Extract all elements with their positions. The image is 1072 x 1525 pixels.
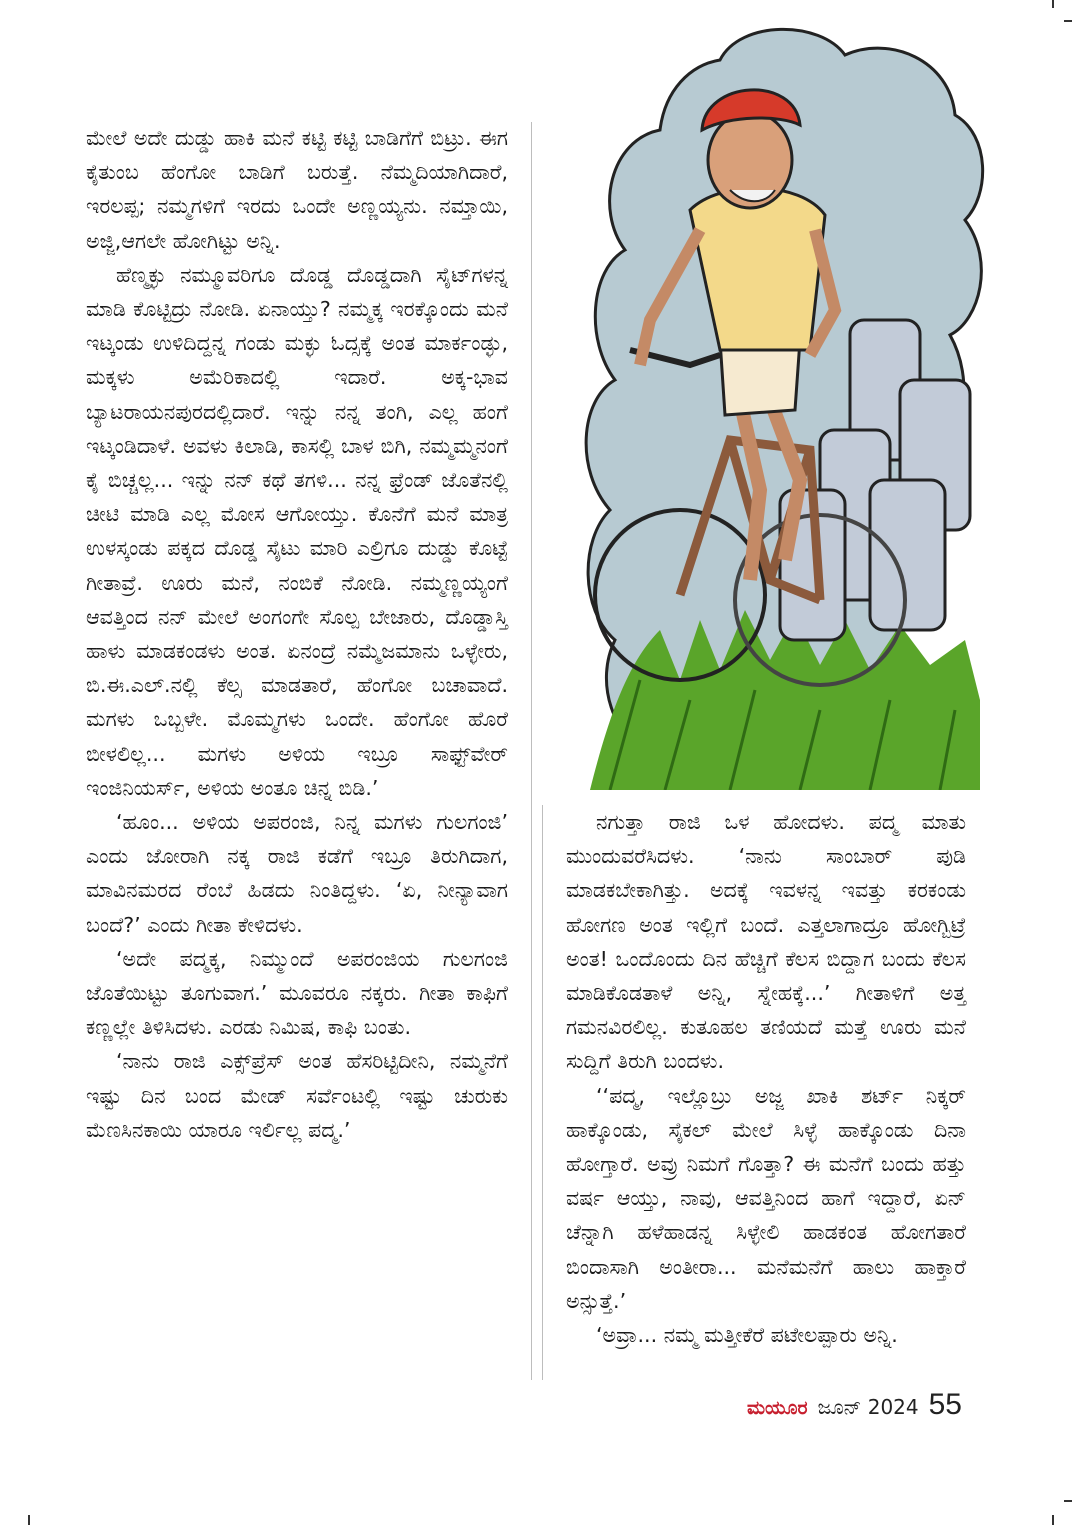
magazine-name: ಮಯೂರ: [746, 1397, 808, 1419]
paragraph: ನಗುತ್ತಾ ರಾಜಿ ಒಳ ಹೋದಳು. ಪದ್ಮ ಮಾತು ಮುಂದುವರೆಸಿದಳು. ‘ನಾನು ಸಾಂಬಾರ್ ಪುಡಿ ಮಾಡಕಬೇಕಾಗಿತ್ತು. ಅದಕ್ಕೆ ಇವಳನ್ನ ಇವತ್ತು ಕರಕಂಡು ಹೋಗಣ ಅಂತ ಇಲ್ಲಿಗೆ ಬಂದೆ. ಎತ್ತಲಾಗಾದ್ರೂ ಹೋಗ್ಬಿಟ್ರೆ ಅಂತ! ಒಂದೊಂದು ದಿನ ಹೆಚ್ಚಿಗೆ ಕೆಲಸ ಬಿದ್ದಾಗ ಬಂದು ಕೆಲಸ ಮಾಡಿಕೊಡತಾಳೆ ಅನ್ನಿ, ಸ್ನೇಹಕ್ಕೆ...’ ಗೀತಾಳಿಗೆ ಅತ್ತ ಗಮನವಿರಲಿಲ್ಲ. ಕುತೂಹಲ ತಣಿಯದೆ ಮತ್ತೆ ಊರು ಮನೆ ಸುದ್ದಿಗೆ ತಿರುಗಿ ಬಂದಳು.: [566, 810, 966, 1074]
paragraph: ಮೇಲೆ ಅದೇ ದುಡ್ಡು ಹಾಕಿ ಮನೆ ಕಟ್ಟಿ ಕಟ್ಟಿ ಬಾಡಿಗೆಗೆ ಬಿಟ್ರು. ಈಗ ಕೈತುಂಬ ಹೆಂಗೋ ಬಾಡಿಗೆ ಬರುತ್ತೆ. ನೆಮ್ಮದಿಯಾಗಿದಾರೆ, ಇರಲಪ್ಪ; ನಮ್ಮಗಳಿಗೆ ಇರದು ಒಂದೇ ಅಣ್ಣಯ್ಯನು. ನಮ್ತಾಯಿ, ಅಜ್ಜಿ,ಆಗಲೇ ಹೋಗಿಟ್ಟು ಅನ್ನಿ.: [86, 126, 508, 253]
paragraph: ಹೆಣ್ಮಕ್ಳು ನಮ್ಮೂವರಿಗೂ ದೊಡ್ಡ ದೊಡ್ಡದಾಗಿ ಸೈಟ್‌ಗಳನ್ನ ಮಾಡಿ ಕೊಟ್ಟಿದ್ರು ನೋಡಿ. ಏನಾಯ್ತು? ನಮ್ಮಕ್ಕ ಇರಕ್ಕೊಂದು ಮನೆ ಇಟ್ಕಂಡು ಉಳಿದಿದ್ದನ್ನ ಗಂಡು ಮಕ್ಳು ಓದ್ಸಕ್ಕೆ ಅಂತ ಮಾರ್ಕಂಡ್ಳು, ಮಕ್ಕಳು ಅಮೆರಿಕಾದಲ್ಲಿ ಇದಾರೆ. ಅಕ್ಕ-ಭಾವ ಬ್ಯಾಟರಾಯನಪುರದಲ್ಲಿದಾರೆ. ಇನ್ನು ನನ್ನ ತಂಗಿ, ಎಲ್ಲ ಹಂಗೆ ಇಟ್ಕಂಡಿದಾಳೆ. ಅವಳು ಕಿಲಾಡಿ, ಕಾಸಲ್ಲಿ ಬಾಳ ಬಿಗಿ, ನಮ್ಮಮ್ಮನಂಗೆ ಕೈ ಬಿಚ್ಚಲ್ಲ... ಇನ್ನು ನನ್ ಕಥೆ ತಗಳಿ... ನನ್ನ ಫ್ರೆಂಡ್ ಜೊತೆನಲ್ಲಿ ಚೀಟಿ ಮಾಡಿ ಎಲ್ಲ ಮೋಸ ಆಗೋಯ್ತು. ಕೊನೆಗೆ ಮನೆ ಮಾತ್ರ ಉಳಸ್ಕಂಡು ಪಕ್ಕದ ದೊಡ್ಡ ಸೈಟು ಮಾರಿ ಎಲ್ರಿಗೂ ದುಡ್ಡು ಕೊಟ್ಟೆ ಗೀತಾವ್ರೆ. ಊರು ಮನೆ, ನಂಬಿಕೆ ನೋಡಿ. ನಮ್ಮಣ್ಣಯ್ಯಂಗೆ ಆವತ್ತಿಂದ ನನ್ ಮೇಲೆ ಅಂಗಂಗೇ ಸೊಲ್ಪ ಬೇಜಾರು, ದೊಡ್ಡಾಸ್ತಿ ಹಾಳು ಮಾಡಕಂಡಳು ಅಂತ. ಏನಂದ್ರೆ ನಮ್ಮೆಜಮಾನು ಒಳ್ಳೇರು, ಬಿ.ಈ.ಎಲ್.ನಲ್ಲಿ ಕೆಲ್ಸ ಮಾಡತಾರೆ, ಹೆಂಗೋ ಬಚಾವಾದೆ. ಮಗಳು ಒಬ್ಬಳೇ. ಮೊಮ್ಮಗಳು ಒಂದೇ. ಹೆಂಗೋ ಹೊರೆ ಬೀಳಲಿಲ್ಲ... ಮಗಳು ಅಳಿಯ ಇಬ್ರೂ ಸಾಫ್ಟ್‌ವೇರ್ ಇಂಜಿನಿಯರ್ಸ್, ಅಳಿಯ ಅಂತೂ ಚಿನ್ನ ಬಿಡಿ.’: [86, 262, 508, 800]
crop-mark: [1064, 1500, 1072, 1502]
column-divider: [531, 122, 532, 1380]
illustration-milkman-on-bicycle: [570, 20, 990, 790]
right-text-column: [566, 805, 966, 1352]
paragraph: ‘ಹೂಂ... ಅಳಿಯ ಅಪರಂಜಿ, ನಿನ್ನ ಮಗಳು ಗುಲಗಂಜಿ’ ಎಂದು ಜೋರಾಗಿ ನಕ್ಕ ರಾಜಿ ಕಡೆಗೆ ಇಬ್ರೂ ತಿರುಗಿದಾಗ, ಮಾವಿನಮರದ ರೆಂಬೆ ಹಿಡದು ನಿಂತಿದ್ದಳು. ‘ಏ, ನೀನ್ಯಾವಾಗ ಬಂದೆ?’ ಎಂದು ಗೀತಾ ಕೇಳಿದಳು.: [86, 810, 508, 937]
page-footer: [747, 1388, 962, 1430]
paragraph: ‘ಅವ್ರಾ... ನಮ್ಮ ಮತ್ತೀಕೆರೆ ಪಟೇಲಪ್ಪಾರು ಅನ್ನಿ.: [596, 1323, 898, 1348]
crop-mark: [1052, 0, 1054, 8]
page-number: 55: [928, 1388, 962, 1421]
paragraph: ‘‘ಪದ್ಮ, ಇಲ್ಲೊಬ್ರು ಅಜ್ಜ ಖಾಕಿ ಶರ್ಟ್ ನಿಕ್ಕರ್ ಹಾಕ್ಕೊಂಡು, ಸೈಕಲ್ ಮೇಲೆ ಸಿಳ್ಳೆ ಹಾಕ್ಕೊಂಡು ದಿನಾ ಹೋಗ್ತಾರೆ. ಅವ್ರು ನಿಮಗೆ ಗೊತ್ತಾ? ಈ ಮನೆಗೆ ಬಂದು ಹತ್ತು ವರ್ಷ ಆಯ್ತು, ನಾವು, ಆವತ್ತಿನಿಂದ ಹಾಗೆ ಇದ್ದಾರೆ, ಏನ್ ಚೆನ್ನಾಗಿ ಹಳೆಹಾಡನ್ನ ಸಿಳ್ಳೇಲಿ ಹಾಡಕಂತ ಹೋಗತಾರೆ ಬಿಂದಾಸಾಗಿ ಅಂತೀರಾ... ಮನೆಮನೆಗೆ ಹಾಲು ಹಾಕ್ತಾರೆ ಅನ್ಸುತ್ತೆ.’: [566, 1083, 966, 1313]
left-text-column: [86, 121, 508, 1147]
crop-mark: [1052, 1515, 1054, 1525]
issue-date: ಜೂನ್ 2024: [817, 1395, 919, 1419]
paragraph: ‘ಅದೇ ಪದ್ಮಕ್ಕ, ನಿಮ್ಮುಂದೆ ಅಪರಂಜಿಯ ಗುಲಗಂಜಿ ಜೊತೆಯಿಟ್ಟು ತೂಗುವಾಗ.’ ಮೂವರೂ ನಕ್ಕರು. ಗೀತಾ ಕಾಫಿಗೆ ಕಣ್ಣಲ್ಲೇ ತಿಳಿಸಿದಳು. ಎರಡು ನಿಮಿಷ, ಕಾಫಿ ಬಂತು.: [86, 946, 508, 1040]
crop-mark: [28, 1515, 30, 1525]
column-divider: [542, 805, 543, 1380]
crop-mark: [1064, 20, 1072, 22]
paragraph: ‘ನಾನು ರಾಜಿ ಎಕ್ಸ್‌ಪ್ರೆಸ್ ಅಂತ ಹೆಸರಿಟ್ಟಿದೀನಿ, ನಮ್ಮನೆಗೆ ಇಷ್ಟು ದಿನ ಬಂದ ಮೇಡ್ ಸರ್ವೆಂಟಲ್ಲಿ ಇಷ್ಟು ಚುರುಕು ಮೆಣಸಿನಕಾಯಿ ಯಾರೂ ಇರ್ಲಿಲ್ಲ ಪದ್ಮ.’: [86, 1049, 508, 1142]
